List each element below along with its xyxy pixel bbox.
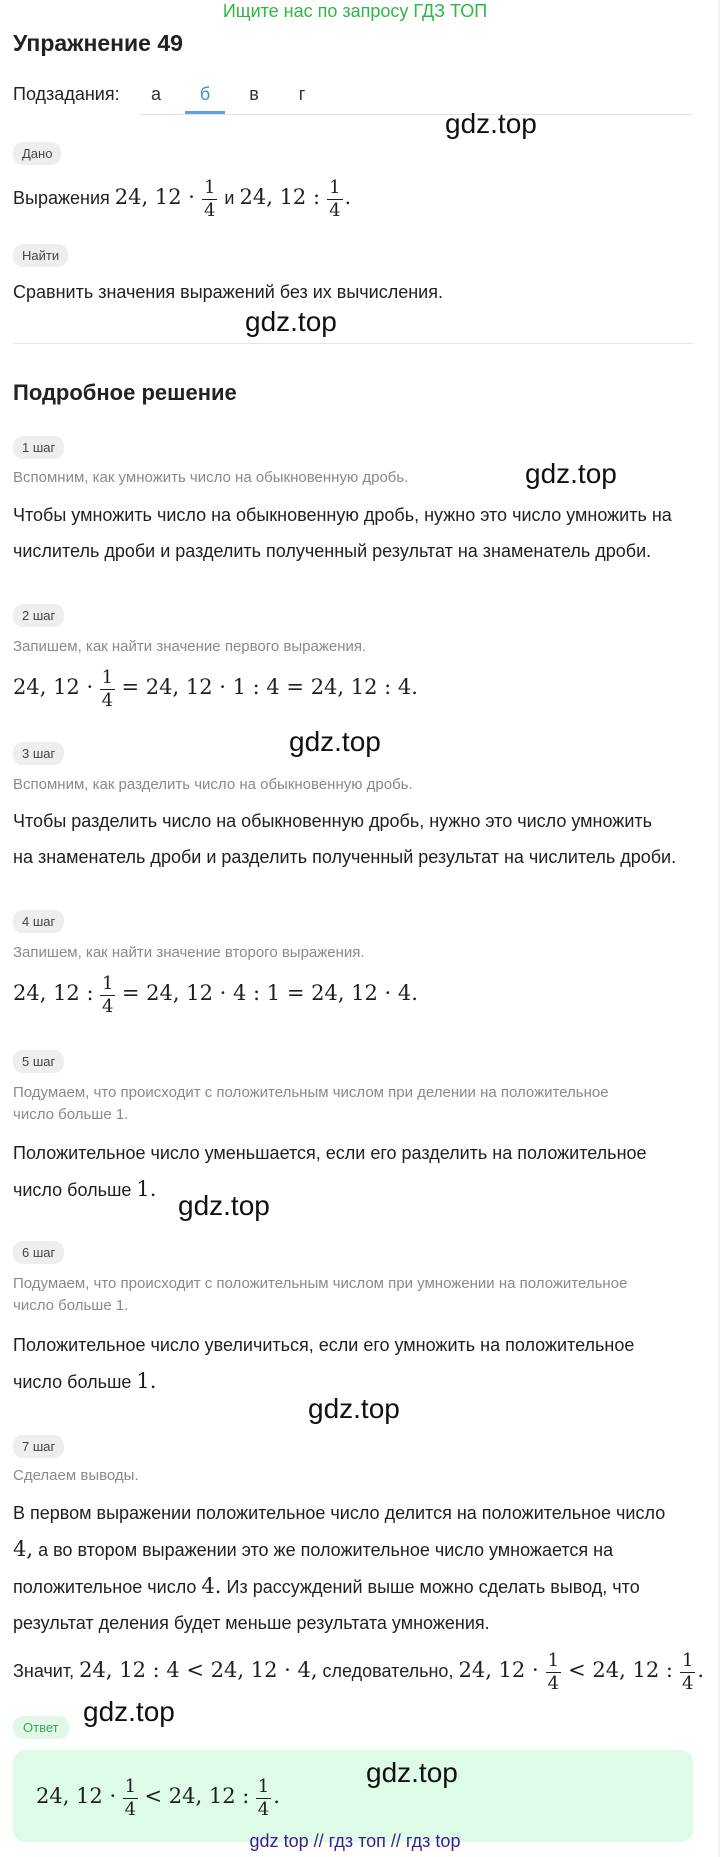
watermark: gdz.top bbox=[289, 726, 381, 757]
tab-b[interactable]: б bbox=[199, 84, 211, 104]
step-line-text: Из рассуждений выше можно сделать вывод, что bbox=[226, 1577, 640, 1597]
fraction bbox=[256, 1776, 271, 1821]
tab-v[interactable]: в bbox=[249, 84, 259, 104]
hint-line: Подумаем, что происходит с положительным числом при делении на положительное bbox=[13, 1084, 609, 1101]
step-hint: Запишем, как найти значение второго выражения. bbox=[13, 944, 365, 961]
fraction-denominator: 4 bbox=[681, 1672, 694, 1694]
active-tab-indicator bbox=[185, 111, 225, 114]
step-line bbox=[13, 1531, 703, 1568]
step-hint: Вспомним, как разделить число на обыкновенную дробь. bbox=[13, 776, 413, 793]
step-line bbox=[13, 1568, 703, 1605]
search-banner[interactable]: Ищите нас по запросу ГДЗ ТОП bbox=[222, 1, 488, 21]
fraction bbox=[123, 1776, 138, 1821]
fraction-numerator: 1 bbox=[124, 1776, 137, 1798]
solution-title: Подробное решение bbox=[13, 380, 237, 405]
tabs-divider bbox=[140, 114, 693, 115]
step-badge: 4 шаг bbox=[13, 910, 64, 933]
step-text bbox=[13, 1135, 703, 1208]
watermark: gdz.top bbox=[178, 1190, 270, 1221]
find-text: Сравнить значения выражений без их вычисления. bbox=[13, 282, 443, 302]
given-expr1: 24, 12 · bbox=[114, 185, 195, 209]
fraction-numerator: 1 bbox=[547, 1649, 560, 1671]
step-line-math: 1. bbox=[136, 1369, 157, 1393]
step-math bbox=[13, 968, 418, 1021]
hint-line: число больше 1. bbox=[13, 1106, 129, 1123]
fraction-denominator: 4 bbox=[329, 199, 341, 221]
fraction-denominator: 4 bbox=[102, 996, 114, 1018]
step-badge: 5 шаг bbox=[13, 1050, 64, 1073]
watermark: gdz.top bbox=[366, 1757, 458, 1788]
step-hint bbox=[13, 1273, 693, 1317]
answer-left: 24, 12 · bbox=[36, 1784, 117, 1808]
fraction-numerator: 1 bbox=[329, 176, 341, 198]
step-line-math: 1. bbox=[136, 1177, 157, 1201]
step-hint: Сделаем выводы. bbox=[13, 1467, 139, 1484]
conclusion bbox=[13, 1645, 704, 1696]
answer-badge: Ответ bbox=[13, 1716, 69, 1739]
step-line: числитель дроби и разделить полученный результат на знаменатель дроби. bbox=[13, 541, 652, 561]
math-left: 24, 12 : bbox=[13, 981, 94, 1005]
fraction-denominator: 4 bbox=[203, 199, 216, 221]
step-line: Положительное число уменьшается, если его разделить на положительное bbox=[13, 1143, 647, 1163]
step-line: В первом выражении положительное число делится на положительное число bbox=[13, 1503, 666, 1523]
fraction bbox=[100, 973, 115, 1018]
step-text bbox=[13, 1327, 703, 1400]
tab-g[interactable]: г bbox=[298, 84, 306, 104]
hint-line: Подумаем, что происходит с положительным числом при умножении на положительное bbox=[13, 1275, 628, 1292]
fraction bbox=[100, 667, 115, 712]
watermark: gdz.top bbox=[445, 108, 537, 139]
fraction bbox=[202, 177, 217, 222]
step-math bbox=[13, 662, 418, 715]
watermark: gdz.top bbox=[308, 1393, 400, 1424]
step-text bbox=[13, 1495, 703, 1641]
period: . bbox=[273, 1784, 280, 1808]
step-line-text: число больше bbox=[13, 1372, 132, 1392]
find-badge: Найти bbox=[13, 244, 68, 267]
step-hint bbox=[13, 1082, 693, 1126]
fraction-denominator: 4 bbox=[257, 1799, 270, 1821]
watermark: gdz.top bbox=[83, 1696, 175, 1727]
given-badge: Дано bbox=[13, 142, 61, 165]
fraction-denominator: 4 bbox=[101, 690, 114, 712]
step-line bbox=[13, 1171, 703, 1208]
step-line: на знаменатель дроби и разделить полученный результат на числитель дроби. bbox=[13, 847, 677, 867]
section-divider bbox=[13, 343, 693, 344]
fraction bbox=[680, 1650, 695, 1695]
conclusion-math1: 24, 12 : 4 < 24, 12 · 4, bbox=[79, 1658, 318, 1682]
conclusion-prefix: Значит, bbox=[13, 1661, 75, 1681]
fraction-numerator: 1 bbox=[257, 1776, 270, 1798]
watermark: gdz.top bbox=[245, 306, 337, 337]
fraction-numerator: 1 bbox=[101, 667, 114, 689]
fraction-numerator: 1 bbox=[102, 973, 114, 995]
step-line-text: положительное число bbox=[13, 1577, 197, 1597]
fraction-numerator: 1 bbox=[203, 176, 216, 198]
conclusion-math2-left: 24, 12 · bbox=[458, 1658, 539, 1682]
math-left: 24, 12 · bbox=[13, 675, 94, 699]
step-text bbox=[13, 497, 703, 569]
step-line-text: число больше bbox=[13, 1180, 132, 1200]
step-hint: Вспомним, как умножить число на обыкновенную дробь. bbox=[13, 469, 409, 486]
step-line: Чтобы умножить число на обыкновенную дробь, нужно это число умножить на bbox=[13, 505, 672, 525]
period: . bbox=[697, 1658, 705, 1682]
fraction-denominator: 4 bbox=[124, 1799, 137, 1821]
given-conj: и bbox=[224, 188, 235, 208]
step-hint: Запишем, как найти значение первого выражения. bbox=[13, 638, 367, 655]
step-badge: 7 шаг bbox=[13, 1435, 64, 1458]
step-badge: 1 шаг bbox=[13, 436, 64, 459]
footer-links[interactable]: gdz top // гдз топ // гдз top bbox=[249, 1831, 461, 1851]
step-line: Положительное число увеличиться, если его умножить на положительное bbox=[13, 1335, 635, 1355]
math-right: = 24, 12 · 1 : 4 = 24, 12 : 4. bbox=[121, 675, 418, 699]
step-line-math: 4, bbox=[13, 1537, 34, 1561]
fraction bbox=[327, 177, 342, 222]
fraction-numerator: 1 bbox=[681, 1649, 694, 1671]
hint-line: число больше 1. bbox=[13, 1297, 129, 1314]
subtasks-label: Подзадания: bbox=[13, 84, 120, 104]
page-title: Упражнение 49 bbox=[13, 30, 183, 56]
conclusion-mid: следовательно, bbox=[322, 1661, 454, 1681]
math-right: = 24, 12 · 4 : 1 = 24, 12 · 4. bbox=[121, 981, 418, 1005]
step-badge: 3 шаг bbox=[13, 742, 64, 765]
given-expr2: 24, 12 : bbox=[239, 185, 321, 209]
fraction-denominator: 4 bbox=[547, 1672, 560, 1694]
conclusion-math2-mid: < 24, 12 : bbox=[568, 1658, 673, 1682]
step-line-text: а во втором выражении это же положительное число умножается на bbox=[38, 1540, 614, 1560]
watermark: gdz.top bbox=[525, 458, 617, 489]
step-line: Чтобы разделить число на обыкновенную дробь, нужно это число умножить bbox=[13, 811, 652, 831]
step-badge: 2 шаг bbox=[13, 604, 64, 627]
tab-a[interactable]: а bbox=[150, 84, 161, 104]
fraction bbox=[546, 1650, 561, 1695]
step-text bbox=[13, 803, 703, 875]
given-prefix: Выражения bbox=[13, 188, 110, 208]
step-badge: 6 шаг bbox=[13, 1241, 64, 1264]
step-line: результат деления будет меньше результата умножения. bbox=[13, 1613, 490, 1633]
period: . bbox=[344, 185, 352, 209]
answer-mid: < 24, 12 : bbox=[144, 1784, 250, 1808]
answer-math bbox=[36, 1770, 280, 1825]
step-line-math: 4. bbox=[201, 1574, 222, 1598]
given-expression bbox=[13, 172, 351, 223]
